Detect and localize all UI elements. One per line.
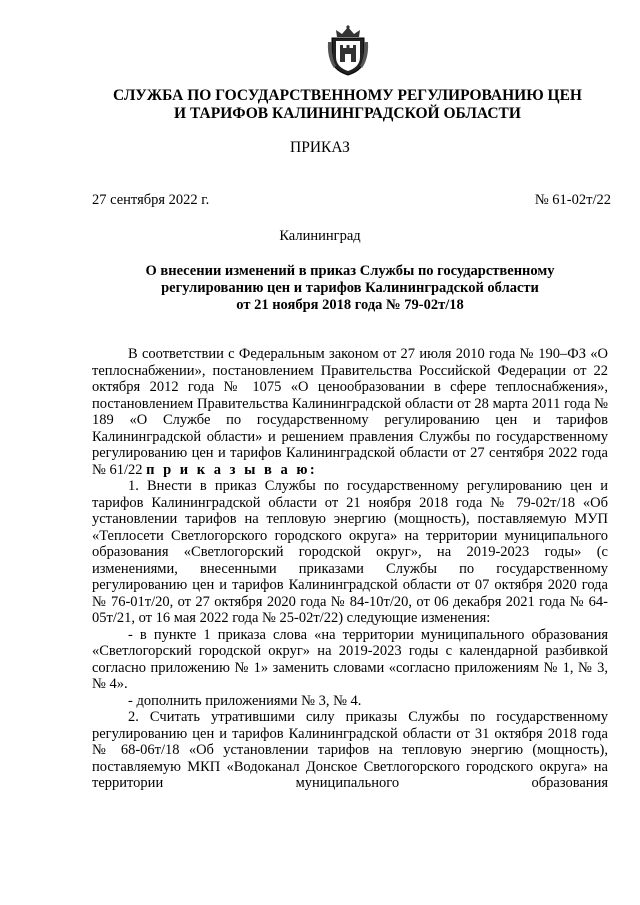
organization-name-line1: СЛУЖБА ПО ГОСУДАРСТВЕННОМУ РЕГУЛИРОВАНИЮ ЦЕН: [113, 87, 582, 104]
item-1-change-b: - дополнить приложениями № 3, № 4.: [128, 692, 362, 709]
item-1-paragraph: 1. Внести в приказ Службы по государственному регулированию цен и тарифов Калининградской области от 21 ноября 2018 года № 79-02т/18 «Об установлении тарифов на тепловую энергию (мощность), поставляемую МУП «Теплосети Светлогорского городского округа» на территории муниципального образования «Светлогорский городской округ», на 2019-2023 годы» (с изменениями, внесенными приказами Службы по государственному регулированию цен и тарифов Калининградской области от 07 октября 2020 года № 76-01т/20, от 27 октября 2020 года № 84-10т/20, от 06 декабря 2021 года № 64-05т/21, от 16 мая 2022 года № 25-02т/22) следующие изменения:: [92, 478, 608, 626]
preamble-paragraph: [92, 346, 608, 478]
document-type: ПРИКАЗ: [290, 139, 350, 156]
order-word: п р и к а з ы в а ю:: [146, 461, 318, 478]
document-body: [92, 346, 608, 792]
subject-line3: от 21 ноября 2018 года № 79-02т/18: [236, 297, 464, 313]
preamble-text: В соответствии с Федеральным законом от 27 июля 2010 года № 190–ФЗ «О теплоснабжении», постановлением Правительства Российской Федерации от 22 октября 2012 года № 1075 «О ценообразовании в сфере теплоснабжения», постановлением Правительства Калининградской области от 28 марта 2011 года № 189 «О Службе по государственному регулированию цен и тарифов Калининградской области» и решением правления Службы по государственному регулированию цен и тарифов Калининградской области от 27 сентября 2022 года № 61/22: [92, 346, 608, 478]
coat-of-arms-icon: [326, 24, 370, 76]
subject-line2: регулированию цен и тарифов Калининградской области: [161, 280, 539, 296]
item-2-paragraph: 2. Считать утратившими силу приказы Службы по государственному регулированию цен и тарифов Калининградской области от 31 октября 2018 года № 68-06т/18 «Об установлении тарифов на тепловую энергию (мощность), поставляемую МКП «Водоканал Донское Светлогорского городского округа» на территории муниципального образования: [92, 709, 608, 791]
organization-name-line2: И ТАРИФОВ КАЛИНИНГРАДСКОЙ ОБЛАСТИ: [174, 105, 521, 122]
document-date: 27 сентября 2022 г.: [92, 192, 210, 208]
item-1-change-a: - в пункте 1 приказа слова «на территории муниципального образования «Светлогорский городской округ» на 2019-2023 годы с календарной разбивкой согласно приложению № 1» заменить словами «согласно приложениям № 1, № 3, № 4».: [92, 626, 608, 692]
subject-line1: О внесении изменений в приказ Службы по государственному: [145, 263, 555, 279]
document-city: Калининград: [279, 228, 361, 244]
document-number: № 61-02т/22: [534, 192, 611, 208]
